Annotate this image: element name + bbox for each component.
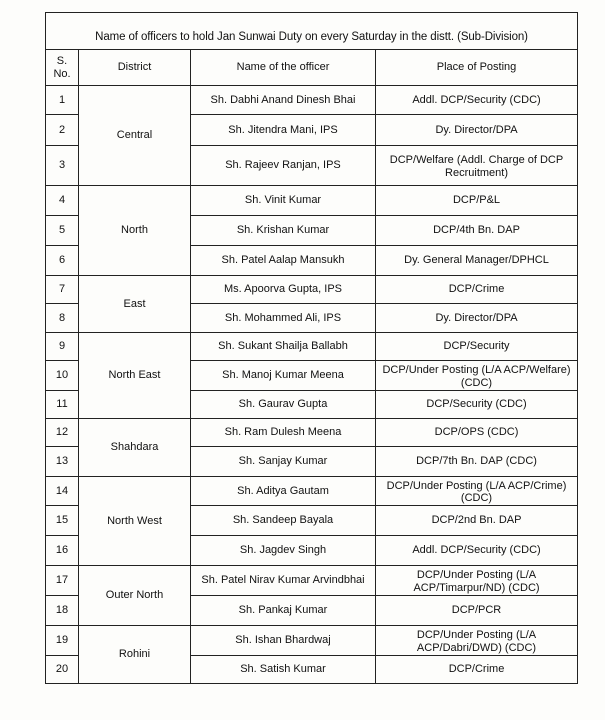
serial-number-cell: 13 (46, 447, 79, 477)
serial-number-cell: 12 (46, 419, 79, 447)
officer-name-cell: Sh. Aditya Gautam (191, 477, 376, 506)
serial-number-cell: 11 (46, 391, 79, 419)
place-of-posting-cell: Addl. DCP/Security (CDC) (376, 536, 578, 566)
place-of-posting-cell: DCP/Crime (376, 276, 578, 304)
officer-name-cell: Sh. Dabhi Anand Dinesh Bhai (191, 86, 376, 115)
serial-number-cell: 9 (46, 333, 79, 361)
header-place-of-posting: Place of Posting (376, 50, 578, 86)
place-of-posting-cell: DCP/Under Posting (L/A ACP/Timarpur/ND) (CDC) (376, 566, 578, 596)
district-cell: Shahdara (79, 419, 191, 477)
header-officer-name: Name of the officer (191, 50, 376, 86)
place-of-posting-cell: DCP/Security (376, 333, 578, 361)
place-of-posting-cell: DCP/Under Posting (L/A ACP/Crime) (CDC) (376, 477, 578, 506)
officer-name-cell: Sh. Manoj Kumar Meena (191, 361, 376, 391)
officer-name-cell: Sh. Sanjay Kumar (191, 447, 376, 477)
officer-name-cell: Sh. Ishan Bhardwaj (191, 626, 376, 656)
table-row (46, 186, 578, 216)
serial-number-cell: 6 (46, 246, 79, 276)
serial-number-cell: 20 (46, 656, 79, 684)
district-cell: North West (79, 477, 191, 566)
officer-name-cell: Sh. Krishan Kumar (191, 216, 376, 246)
table-row (46, 333, 578, 361)
place-of-posting-cell: Addl. DCP/Security (CDC) (376, 86, 578, 115)
title-row (46, 13, 578, 50)
table-row (46, 419, 578, 447)
serial-number-cell: 18 (46, 596, 79, 626)
place-of-posting-cell: DCP/2nd Bn. DAP (376, 506, 578, 536)
header-district: District (79, 50, 191, 86)
table-title: Name of officers to hold Jan Sunwai Duty on every Saturday in the distt. (Sub-Division) (46, 13, 578, 50)
officer-name-cell: Sh. Patel Nirav Kumar Arvindbhai (191, 566, 376, 596)
header-sno: S. No. (46, 50, 79, 86)
serial-number-cell: 15 (46, 506, 79, 536)
place-of-posting-cell: DCP/Crime (376, 656, 578, 684)
officer-name-cell: Sh. Rajeev Ranjan, IPS (191, 146, 376, 186)
officer-name-cell: Sh. Satish Kumar (191, 656, 376, 684)
table-row (46, 276, 578, 304)
officer-name-cell: Sh. Gaurav Gupta (191, 391, 376, 419)
table-row (46, 477, 578, 506)
place-of-posting-cell: Dy. General Manager/DPHCL (376, 246, 578, 276)
place-of-posting-cell: Dy. Director/DPA (376, 304, 578, 333)
officer-name-cell: Ms. Apoorva Gupta, IPS (191, 276, 376, 304)
officers-duty-table (45, 12, 578, 684)
place-of-posting-cell: DCP/7th Bn. DAP (CDC) (376, 447, 578, 477)
officer-name-cell: Sh. Pankaj Kumar (191, 596, 376, 626)
district-cell: North (79, 186, 191, 276)
place-of-posting-cell: DCP/Under Posting (L/A ACP/Welfare) (CDC) (376, 361, 578, 391)
serial-number-cell: 2 (46, 115, 79, 146)
serial-number-cell: 4 (46, 186, 79, 216)
serial-number-cell: 5 (46, 216, 79, 246)
district-cell: East (79, 276, 191, 333)
table-body (46, 86, 578, 684)
serial-number-cell: 14 (46, 477, 79, 506)
district-cell: North East (79, 333, 191, 419)
place-of-posting-cell: DCP/Welfare (Addl. Charge of DCP Recruitment) (376, 146, 578, 186)
serial-number-cell: 3 (46, 146, 79, 186)
place-of-posting-cell: DCP/4th Bn. DAP (376, 216, 578, 246)
serial-number-cell: 7 (46, 276, 79, 304)
officer-name-cell: Sh. Jagdev Singh (191, 536, 376, 566)
officer-name-cell: Sh. Patel Aalap Mansukh (191, 246, 376, 276)
serial-number-cell: 17 (46, 566, 79, 596)
table-row (46, 626, 578, 656)
district-cell: Outer North (79, 566, 191, 626)
officer-name-cell: Sh. Sukant Shailja Ballabh (191, 333, 376, 361)
header-row (46, 50, 578, 86)
serial-number-cell: 16 (46, 536, 79, 566)
serial-number-cell: 1 (46, 86, 79, 115)
officer-name-cell: Sh. Vinit Kumar (191, 186, 376, 216)
district-cell: Rohini (79, 626, 191, 684)
serial-number-cell: 19 (46, 626, 79, 656)
officer-name-cell: Sh. Mohammed Ali, IPS (191, 304, 376, 333)
table-row (46, 566, 578, 596)
officer-name-cell: Sh. Jitendra Mani, IPS (191, 115, 376, 146)
place-of-posting-cell: DCP/P&L (376, 186, 578, 216)
place-of-posting-cell: Dy. Director/DPA (376, 115, 578, 146)
officer-name-cell: Sh. Sandeep Bayala (191, 506, 376, 536)
serial-number-cell: 10 (46, 361, 79, 391)
officer-name-cell: Sh. Ram Dulesh Meena (191, 419, 376, 447)
place-of-posting-cell: DCP/OPS (CDC) (376, 419, 578, 447)
place-of-posting-cell: DCP/PCR (376, 596, 578, 626)
place-of-posting-cell: DCP/Security (CDC) (376, 391, 578, 419)
district-cell: Central (79, 86, 191, 186)
place-of-posting-cell: DCP/Under Posting (L/A ACP/Dabri/DWD) (CDC) (376, 626, 578, 656)
table-row (46, 86, 578, 115)
serial-number-cell: 8 (46, 304, 79, 333)
